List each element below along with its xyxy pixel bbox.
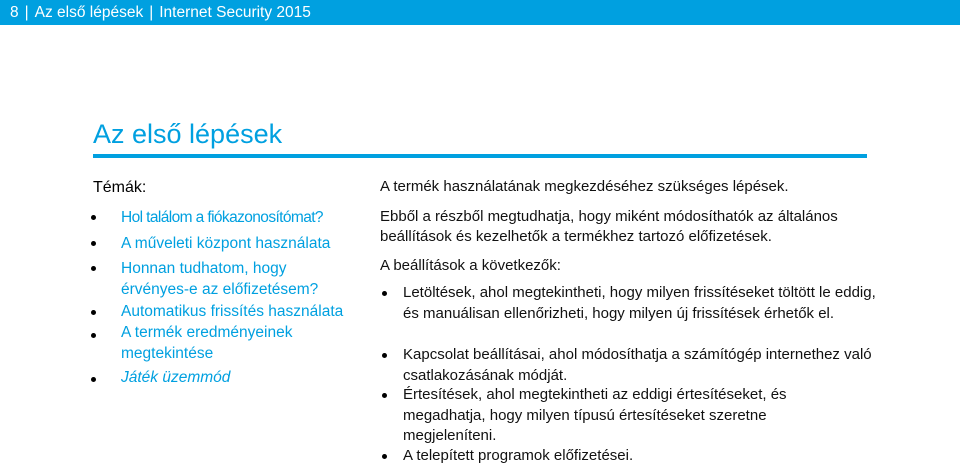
list-item: Értesítések, ahol megtekintheti az eddigi értesítéseket, és megadhatja, hogy milyen típusú értesítéseket szeretne megjeleníteni. — [403, 386, 787, 444]
page-number: 8 — [10, 4, 19, 21]
bullet-icon — [91, 310, 96, 315]
header-text — [10, 3, 311, 22]
topic-link[interactable]: Honnan tudhatom, hogy érvényes-e az előfizetésem? — [121, 260, 319, 298]
bullet-icon — [382, 353, 387, 358]
section-title: Az első lépések — [93, 119, 283, 149]
title-divider — [93, 154, 867, 158]
topic-link[interactable]: Játék üzemmód — [121, 369, 231, 386]
bullet-icon — [91, 377, 96, 382]
description-paragraph: Ebből a részből megtudhatja, hogy miként módosíthatók az általános beállítások és kezelhetők a termékhez tartozó előfizetések. — [380, 208, 838, 245]
page-header — [0, 0, 960, 25]
header-separator: | — [149, 4, 154, 21]
bullet-icon — [91, 266, 96, 271]
header-separator: | — [24, 4, 29, 21]
topic-link[interactable]: A termék eredményeinek megtekintése — [121, 324, 293, 362]
intro-text: A termék használatának megkezdéséhez szükséges lépések. — [380, 178, 789, 195]
topic-link[interactable]: A műveleti központ használata — [121, 235, 331, 252]
list-item: Letöltések, ahol megtekintheti, hogy milyen frissítéseket töltött le eddig, és manuálisan ellenőrizheti, hogy milyen új frissítések érhetők el. — [403, 284, 876, 322]
header-product: Internet Security 2015 — [159, 4, 311, 21]
bullet-icon — [91, 215, 96, 220]
topic-link[interactable]: Hol találom a fiókazonosítómat? — [121, 209, 323, 226]
list-item: A telepített programok előfizetései. — [403, 447, 634, 464]
bullet-icon — [382, 454, 387, 459]
bullet-icon — [91, 333, 96, 338]
topic-link[interactable]: Automatikus frissítés használata — [121, 303, 344, 320]
header-section: Az első lépések — [34, 4, 144, 21]
settings-label: A beállítások a következők: — [380, 257, 561, 274]
list-item: Kapcsolat beállításai, ahol módosíthatja a számítógép internethez való csatlakozásának módját. — [403, 346, 872, 384]
bullet-icon — [382, 291, 387, 296]
bullet-icon — [91, 241, 96, 246]
bullet-icon — [382, 393, 387, 398]
topics-label: Témák: — [93, 179, 147, 196]
